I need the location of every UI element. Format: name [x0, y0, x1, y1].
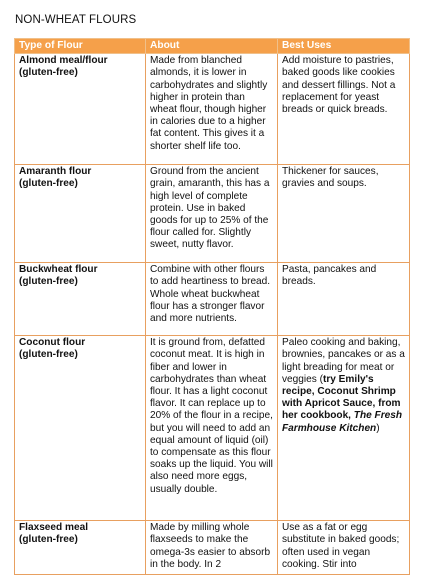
header-best-uses: Best Uses — [278, 39, 410, 54]
cookbook-title: The Fresh Farmhouse Kitchen — [282, 410, 403, 434]
table-row — [15, 165, 410, 263]
table-row — [15, 54, 410, 165]
flour-note: (gluten-free) — [19, 534, 78, 546]
flour-name: Amaranth flour — [19, 166, 92, 178]
table-row — [15, 521, 410, 575]
uses-text-bold: try Emily's recipe, Coconut Shrimp with Apricot Sauce, from her cookbook, — [282, 373, 401, 422]
flour-name-cell — [15, 263, 146, 336]
flour-name-cell — [15, 336, 146, 521]
uses-text-close: ) — [376, 422, 380, 434]
uses-cell — [278, 263, 410, 336]
uses-text: Use as a fat or egg substitute in baked goods; often used in vegan cooking. Stir into — [282, 522, 400, 570]
flour-name: Almond meal/flour — [19, 55, 108, 67]
document-title: NON-WHEAT FLOURS — [15, 14, 137, 26]
about-cell — [146, 521, 278, 575]
uses-text: Thickener for sauces, gravies and soups. — [282, 166, 379, 190]
about-text: Combine with other flours to add heartiness to bread. Whole wheat buckwheat flour has a stronger flavor and more nutrients. — [150, 264, 271, 325]
uses-cell — [278, 336, 410, 521]
about-text: It is ground from, defatted coconut meat. It is high in fiber and lower in carbohydrates than wheat flour. It has a light coconut flavor. It can replace up to 20% of the flour in a recipe, but you will need to add an equal amount of liquid (oil) to compensate as this flour soaks up the liquid. You will also need more eggs, usually double. — [150, 337, 273, 495]
header-type-of-flour: Type of Flour — [15, 39, 146, 54]
uses-cell — [278, 54, 410, 165]
uses-text: Pasta, pancakes and breads. — [282, 264, 377, 288]
flour-name-cell — [15, 54, 146, 165]
uses-text: Add moisture to pastries, baked goods like cookies and dessert fillings. Not a replacement for yeast breads or quick breads. — [282, 55, 396, 116]
about-text: Made from blanched almonds, it is lower in carbohydrates and slightly higher in protein than wheat flour, though higher in calories due to a higher fat content. This gives it a shorter shelf life too. — [150, 55, 268, 152]
flour-note: (gluten-free) — [19, 349, 78, 361]
table-header-row — [15, 39, 410, 54]
flour-name-cell — [15, 521, 146, 575]
flour-name: Buckwheat flour — [19, 264, 98, 276]
table-row — [15, 263, 410, 336]
flour-note: (gluten-free) — [19, 178, 78, 190]
flour-note: (gluten-free) — [19, 67, 78, 79]
about-text: Ground from the ancient grain, amaranth, this has a high level of complete protein. Use in baked goods for up to 25% of the flour called for. Slightly sweet, nutty flavor. — [150, 166, 270, 251]
about-text: Made by milling whole flaxseeds to make the omega-3s easier to absorb in the body. In 2 — [150, 522, 271, 570]
flour-name-cell — [15, 165, 146, 263]
uses-cell — [278, 521, 410, 575]
flour-name: Flaxseed meal — [19, 522, 89, 534]
uses-text-plain: Paleo cooking and baking, brownies, pancakes or as a light breading for meat or veggies ( — [282, 337, 405, 385]
flour-name: Coconut flour — [19, 337, 86, 349]
flour-table — [14, 38, 410, 575]
about-cell — [146, 336, 278, 521]
about-cell — [146, 165, 278, 263]
about-cell — [146, 263, 278, 336]
header-about: About — [146, 39, 278, 54]
about-cell — [146, 54, 278, 165]
flour-note: (gluten-free) — [19, 276, 78, 288]
uses-text — [282, 337, 405, 435]
table-row — [15, 336, 410, 521]
uses-cell — [278, 165, 410, 263]
